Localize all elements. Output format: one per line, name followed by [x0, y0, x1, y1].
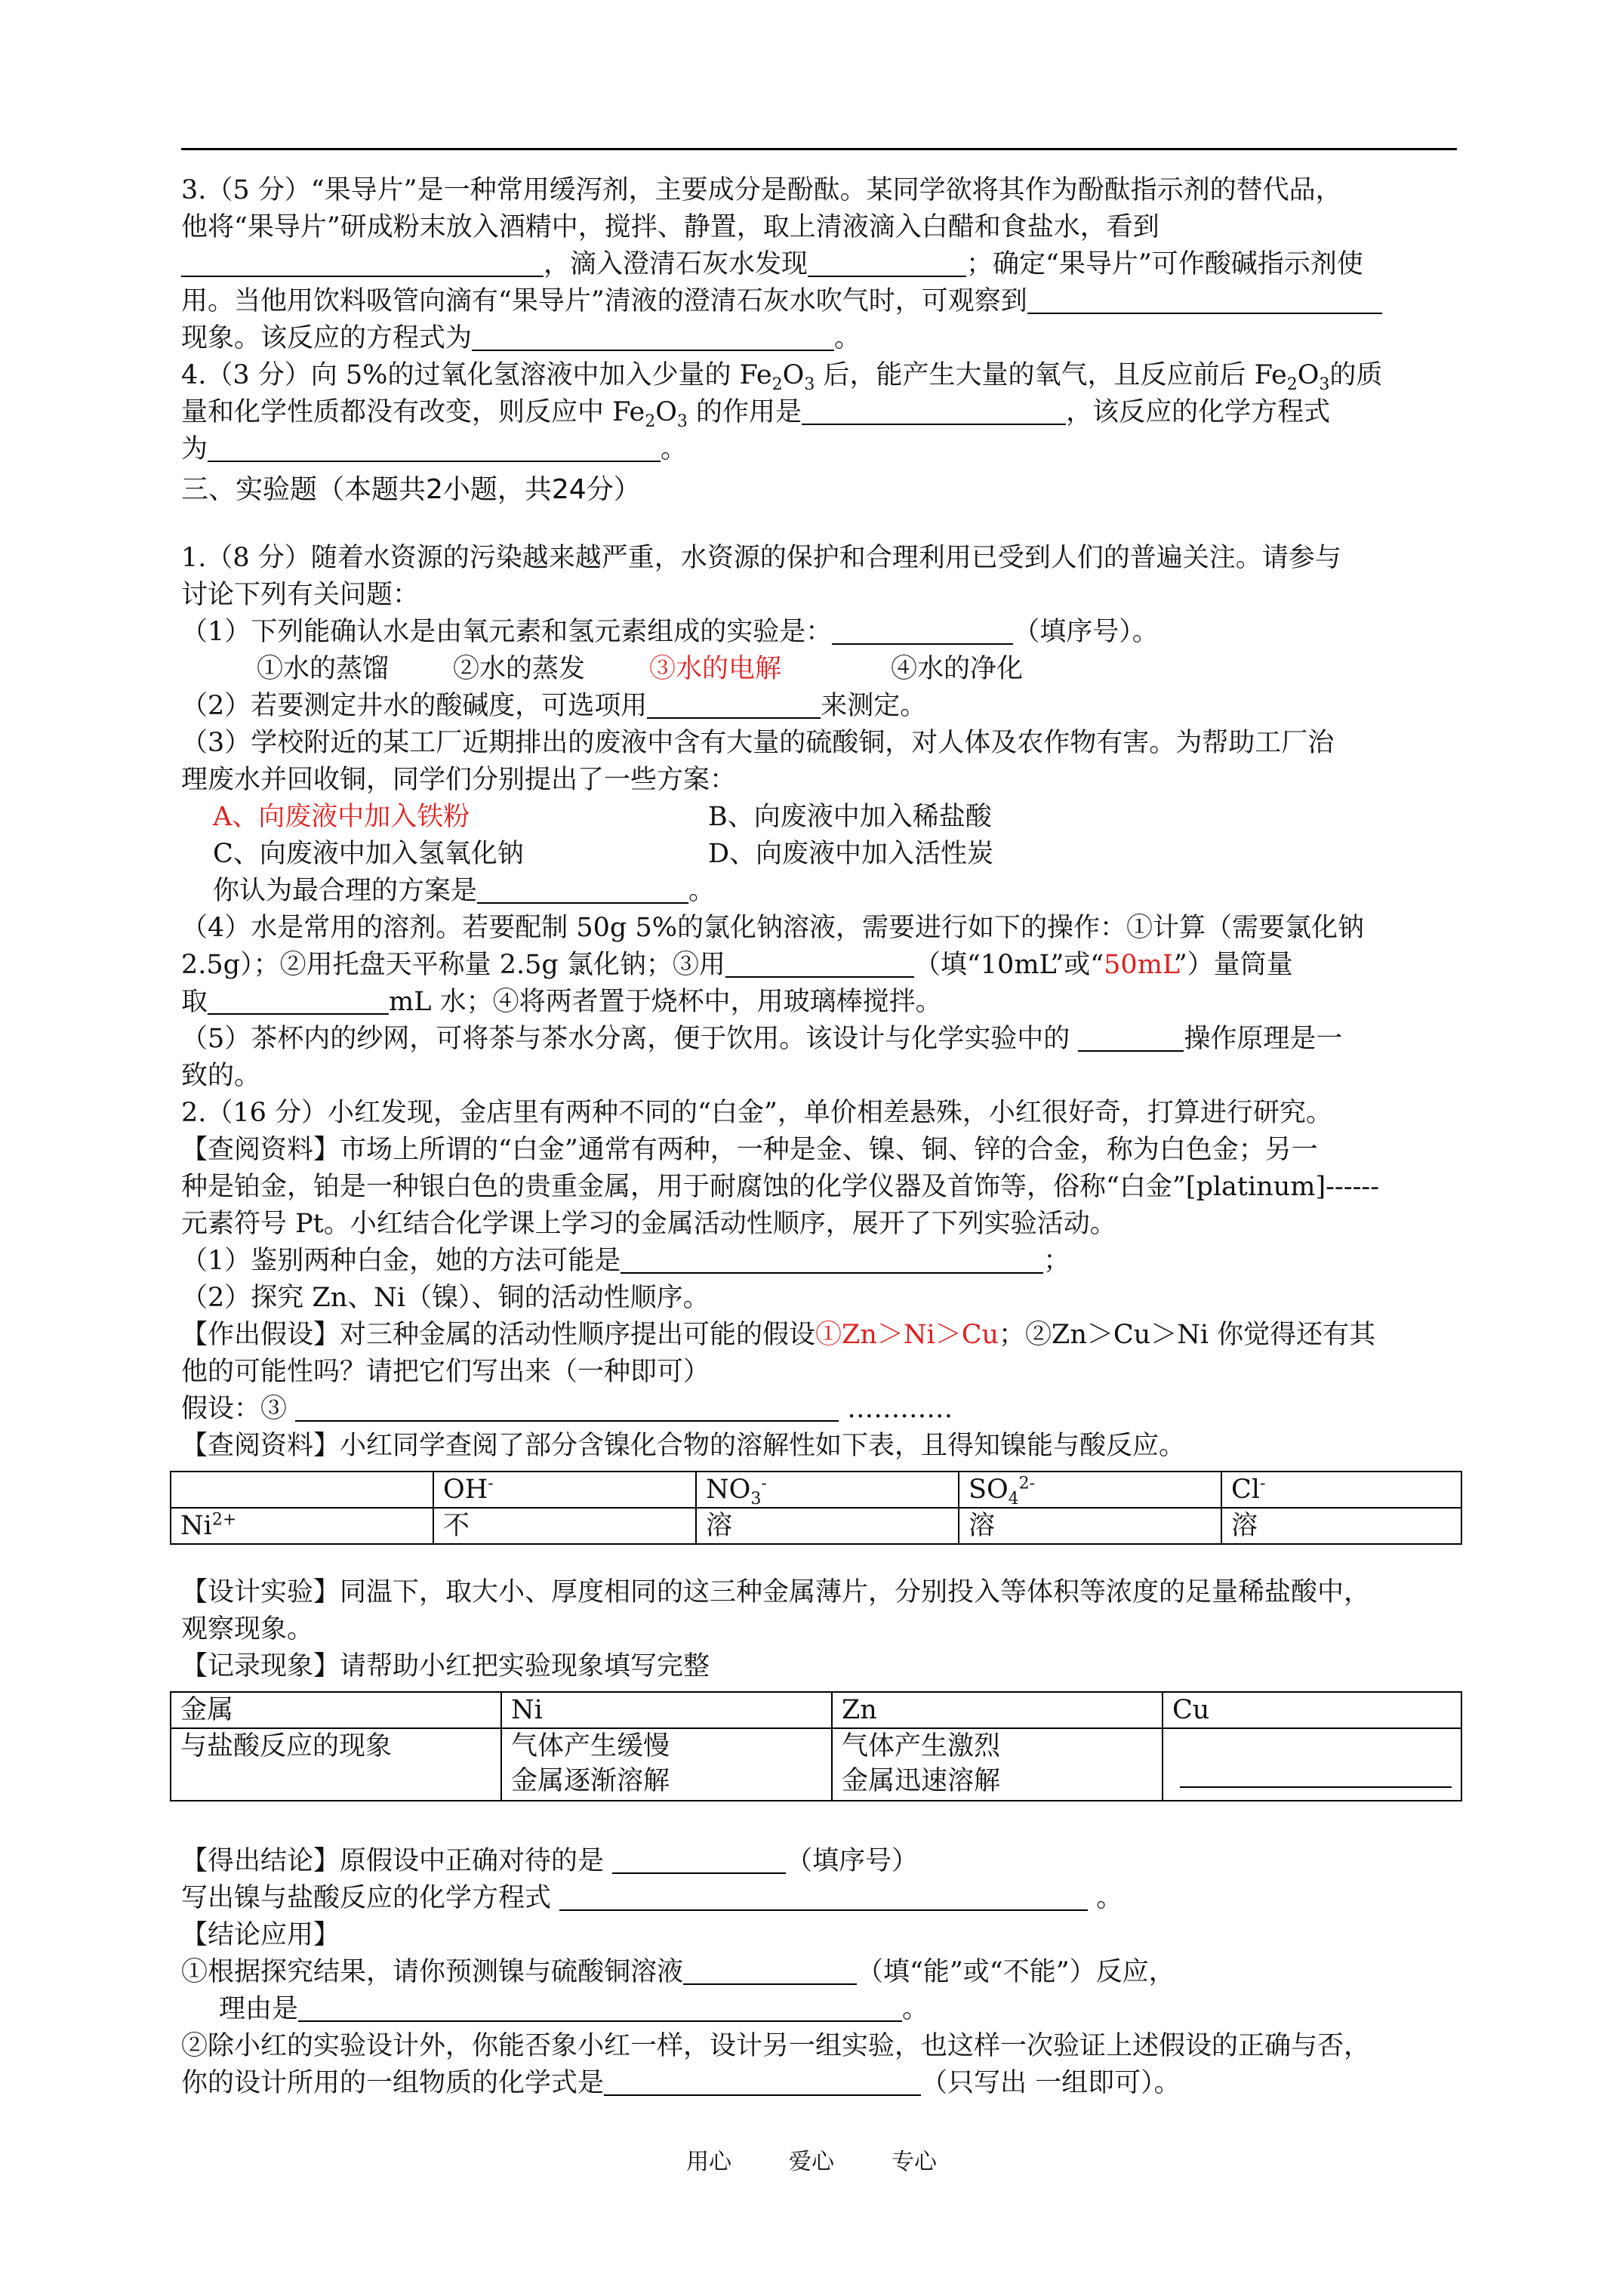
option-evaporation: ②水的蒸发 [453, 654, 586, 684]
option-b: B、向废液中加入稀盐酸 [708, 802, 992, 832]
answer-blank[interactable] [1027, 288, 1382, 314]
e1-line11: （4）水是常用的溶剂。若要配制 50g 5%的氯化钠溶液，需要进行如下的操作：①计算（需要氯化钠 [181, 913, 1364, 943]
e1-line13: 取 mL 水；④将两者置于烧杯中，用玻璃棒搅拌。 [181, 987, 942, 1017]
option-d: D、向废液中加入活性炭 [708, 839, 994, 869]
option-c: C、向废液中加入氢氧化钠 [213, 839, 524, 869]
e2-line14: 【得出结论】原假设中正确对待的是 （填序号） [181, 1846, 919, 1876]
e2-line10: 【查阅资料】小红同学查阅了部分含镍化合物的溶解性如下表，且得知镍能与酸反应。 [181, 1431, 1186, 1461]
table-row [171, 1692, 1461, 1728]
e1-options [257, 651, 1023, 687]
q3-line5: 现象。该反应的方程式为 。 [181, 323, 861, 353]
table-row [171, 1472, 1461, 1508]
q4-line1: 4.（3 分）向 5%的过氧化氢溶液中加入少量的 $Fe_2O_3$ 后，能产生大量的氧气，且反应前后 $Fe_2O_3$的质 [181, 360, 1383, 394]
q3-line3: ，滴入澄清石灰水发现 ；确定“果导片”可作酸碱指示剂使 [181, 246, 1363, 282]
answer-blank[interactable] [1180, 1762, 1452, 1788]
e2-line3: 种是铂金，铂是一种银白色的贵重金属，用于耐腐蚀的化学仪器及首饰等，俗称“白金”[platinum]------ [181, 1172, 1380, 1202]
answer-blank[interactable] [832, 619, 1013, 645]
e2-line12: 观察现象。 [181, 1614, 314, 1644]
q3-line1: 3.（5 分）“果导片”是一种常用缓泻剂，主要成分是酚酞。某同学欲将其作为酚酞指示剂的替代品， [181, 175, 1342, 205]
answer-blank[interactable] [612, 1848, 786, 1874]
observation-table [170, 1691, 1462, 1801]
table-cell [171, 1472, 433, 1508]
e2-line20: 你的设计所用的一组物质的化学式是 （只写出 一组即可）。 [181, 2068, 1181, 2098]
answer-blank[interactable] [477, 878, 688, 904]
e1-line1: 1.（8 分）随着水资源的污染越来越严重，水资源的保护和合理利用已受到人们的普遍关注。请参与 [181, 543, 1341, 573]
e2-line6: （2）探究 Zn、Ni（镍）、铜的活动性顺序。 [181, 1283, 710, 1313]
option-electrolysis: ③水的电解 [649, 654, 782, 684]
e1-line10: 你认为最合理的方案是 。 [213, 876, 716, 906]
table-cell: Ni [501, 1692, 832, 1728]
solubility-table [170, 1471, 1462, 1545]
e2-line1: 2.（16 分）小红发现，金店里有两种不同的“白金”，单价相差悬殊，小红很好奇，打算进行研究。 [181, 1098, 1332, 1128]
e2-line9: 假设：③ ………… [181, 1394, 953, 1424]
e1-line15: 致的。 [181, 1061, 261, 1091]
e2-line11: 【设计实验】同温下，取大小、厚度相同的这三种金属薄片，分别投入等体积等浓度的足量稀盐酸中， [181, 1577, 1371, 1607]
table-cell: 金属 [171, 1692, 501, 1728]
q4-line2: 量和化学性质都没有改变，则反应中 $Fe_2O_3$ 的作用是 ，该反应的化学方程式 [181, 397, 1331, 431]
table-cell: $NO_3^-$ [696, 1472, 959, 1508]
answer-blank[interactable] [1078, 1026, 1184, 1052]
e2-line2: 【查阅资料】市场上所谓的“白金”通常有两种，一种是金、镍、铜、锌的合金，称为白色金；另一 [181, 1135, 1318, 1165]
table-cell: 与盐酸反应的现象 [171, 1728, 501, 1801]
table-cell: Cl- [1221, 1472, 1461, 1508]
e1-line6: （3）学校附近的某工厂近期排出的废液中含有大量的硫酸铜，对人体及农作物有害。为帮助工厂治 [181, 728, 1335, 758]
answer-blank[interactable] [181, 251, 544, 277]
answer-blank[interactable] [295, 1396, 839, 1422]
answer-blank[interactable] [808, 251, 966, 277]
e2-line13: 【记录现象】请帮助小红把实验现象填写完整 [181, 1651, 710, 1681]
table-row [171, 1728, 1461, 1801]
section-title: 三、实验题（本题共2小题，共24分） [181, 474, 641, 505]
e1-line3: （1）下列能确认水是由氧元素和氢元素组成的实验是： （填序号）。 [181, 617, 1159, 647]
answer-blank[interactable] [683, 1959, 857, 1985]
answer-blank[interactable] [298, 1996, 902, 2022]
answer-blank[interactable] [647, 693, 821, 719]
e2-line8: 他的可能性吗？请把它们写出来（一种即可） [181, 1357, 710, 1387]
table-cell [1163, 1728, 1461, 1801]
e2-line7: 【作出假设】对三种金属的活动性顺序提出可能的假设①Zn＞Ni＞Cu；②Zn＞Cu＞Ni 你觉得还有其 [181, 1320, 1376, 1350]
answer-blank[interactable] [472, 325, 834, 351]
table-cell: Cu [1163, 1692, 1461, 1728]
table-cell: Zn [832, 1692, 1163, 1728]
e2-line5: （1）鉴别两种白金，她的方法可能是 ； [181, 1246, 1070, 1276]
table-cell: $SO_4^{2-}$ [959, 1472, 1221, 1508]
table-cell: 溶 [1221, 1508, 1461, 1544]
table-row [171, 1508, 1461, 1544]
q3-line4: 用。当他用饮料吸管向滴有“果导片”清液的澄清石灰水吹气时，可观察到 [181, 283, 1382, 319]
option-distillation: ①水的蒸馏 [257, 654, 390, 684]
e2-line19: ②除小红的实验设计外，你能否象小红一样，设计另一组实验，也这样一次验证上述假设的正确与否， [181, 2031, 1371, 2061]
e1-line5: （2）若要测定井水的酸碱度，可选项用 来测定。 [181, 691, 927, 721]
table-cell: OH- [433, 1472, 696, 1508]
q3-line2: 他将“果导片”研成粉末放入酒精中，搅拌、静置，取上清液滴入白醋和食盐水，看到 [181, 212, 1160, 242]
table-cell: 溶 [696, 1508, 959, 1544]
answer-blank[interactable] [621, 1248, 1043, 1274]
answer-blank[interactable] [208, 436, 661, 462]
e1-line7: 理废水并回收铜，同学们分别提出了一些方案： [181, 765, 737, 795]
e2-line4: 元素符号 Pt。小红结合化学课上学习的金属活动性顺序，展开了下列实验活动。 [181, 1209, 1116, 1239]
answer-blank[interactable] [208, 989, 389, 1015]
e1-line14: （5）茶杯内的纱网，可将茶与茶水分离，便于饮用。该设计与化学实验中的 操作原理是一 [181, 1024, 1343, 1054]
option-purification: ④水的净化 [891, 654, 1024, 684]
table-cell: 溶 [959, 1508, 1221, 1544]
e2-line15: 写出镍与盐酸反应的化学方程式 。 [181, 1883, 1123, 1913]
option-a: A、向废液中加入铁粉 [213, 802, 470, 832]
answer-blank[interactable] [725, 952, 914, 978]
q4-line3: 为 。 [181, 434, 688, 464]
answer-blank[interactable] [802, 399, 1066, 425]
answer-blank[interactable] [604, 2070, 921, 2096]
table-cell: 气体产生缓慢 金属逐渐溶解 [501, 1728, 832, 1801]
e1-line2: 讨论下列有关问题： [181, 580, 420, 610]
answer-blank[interactable] [559, 1885, 1088, 1911]
table-cell: $Ni^{2+}$ [171, 1508, 433, 1544]
table-cell: 不 [433, 1508, 696, 1544]
table-cell: 气体产生激烈 金属迅速溶解 [832, 1728, 1163, 1801]
e2-line16: 【结论应用】 [181, 1920, 340, 1950]
header-rule [181, 148, 1457, 150]
e1-line12: 2.5g）；②用托盘天平称量 2.5g 氯化钠；③用 （填“10mL”或“50mL”）量筒量 [181, 950, 1293, 980]
e2-line17: ①根据探究结果，请你预测镍与硫酸铜溶液 （填“能”或“不能”）反应， [181, 1957, 1175, 1987]
e2-line18: 理由是 。 [219, 1994, 929, 2024]
page-footer: 用心 爱心 专心 [686, 2149, 937, 2175]
